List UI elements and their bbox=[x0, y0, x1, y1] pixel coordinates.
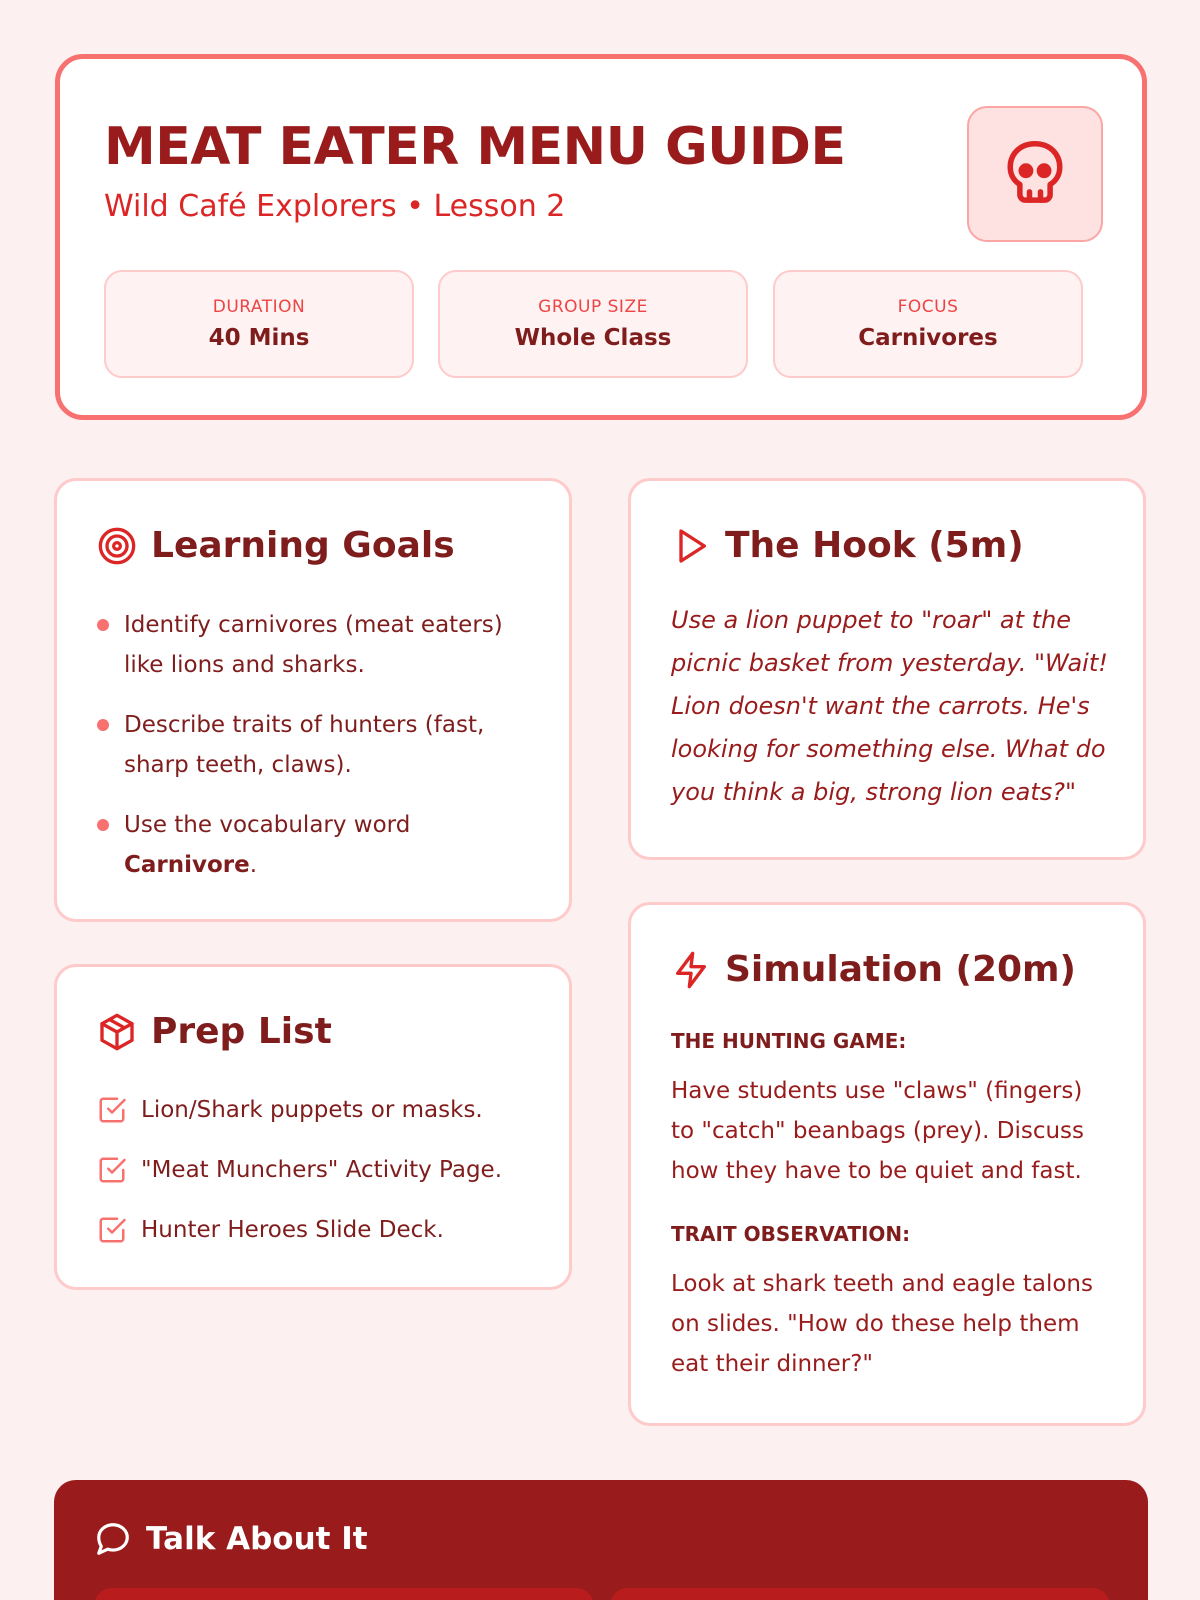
card-title: Simulation (20m) bbox=[725, 949, 1076, 990]
section-text: Look at shark teeth and eagle talons on slides. "How do these help them eat their dinner?" bbox=[671, 1271, 1093, 1377]
card-header bbox=[97, 525, 455, 566]
package-icon bbox=[97, 1012, 137, 1052]
stat-label: GROUP SIZE bbox=[538, 297, 648, 317]
checklist-item bbox=[97, 1215, 444, 1245]
stat-value: Whole Class bbox=[514, 325, 672, 351]
stat-label: DURATION bbox=[212, 297, 306, 317]
hook-card bbox=[628, 478, 1146, 860]
discussion-box bbox=[610, 1588, 1110, 1600]
checklist-text: "Meat Munchers" Activity Page. bbox=[141, 1157, 503, 1183]
goal-suffix: . bbox=[249, 852, 258, 878]
card-header bbox=[97, 1011, 332, 1052]
bullet-dot bbox=[97, 619, 109, 631]
checklist-item bbox=[97, 1155, 502, 1185]
goal-text-wrap bbox=[124, 805, 517, 885]
section-label: THE HUNTING GAME: bbox=[671, 1029, 907, 1053]
stat-group-size bbox=[438, 270, 748, 378]
stat-value: Carnivores bbox=[858, 325, 998, 351]
play-icon bbox=[671, 526, 711, 566]
card-header bbox=[94, 1520, 368, 1558]
discussion-box bbox=[94, 1588, 594, 1600]
list-item bbox=[97, 605, 517, 685]
talk-about-it-panel bbox=[54, 1480, 1148, 1600]
list-item bbox=[97, 705, 517, 785]
stat-label: FOCUS bbox=[897, 297, 959, 317]
checklist-text: Hunter Heroes Slide Deck. bbox=[141, 1217, 444, 1243]
lightning-icon bbox=[671, 950, 711, 990]
checklist-text: Lion/Shark puppets or masks. bbox=[141, 1097, 483, 1123]
card-title: Prep List bbox=[151, 1011, 332, 1052]
checklist-item bbox=[97, 1095, 483, 1125]
stat-value: 40 Mins bbox=[208, 325, 310, 351]
card-title: Learning Goals bbox=[151, 525, 455, 566]
skull-icon bbox=[1002, 138, 1068, 210]
goal-text: Identify carnivores (meat eaters) like lions and sharks. bbox=[124, 612, 503, 678]
hook-description: Use a lion puppet to "roar" at the picnic basket from yesterday. "Wait! Lion doesn't want the carrots. He's looking for something else. What do you think a big, strong lion eats?" bbox=[671, 606, 1108, 806]
checkbox-checked-icon bbox=[97, 1095, 127, 1125]
target-icon bbox=[97, 526, 137, 566]
chat-bubble-icon bbox=[94, 1520, 132, 1558]
learning-goals-card bbox=[54, 478, 572, 922]
header-icon-box bbox=[967, 106, 1103, 242]
page-subtitle: Wild Café Explorers • Lesson 2 bbox=[104, 189, 566, 224]
card-title: Talk About It bbox=[146, 1521, 368, 1557]
goal-text: Use the vocabulary word bbox=[124, 812, 411, 838]
section-label: TRAIT OBSERVATION: bbox=[671, 1222, 911, 1246]
bullet-dot bbox=[97, 819, 109, 831]
card-header bbox=[671, 525, 1024, 566]
lesson-header-card bbox=[55, 54, 1147, 420]
prep-list-card bbox=[54, 964, 572, 1290]
page-title: MEAT EATER MENU GUIDE bbox=[104, 117, 846, 177]
stat-focus bbox=[773, 270, 1083, 378]
bullet-dot bbox=[97, 719, 109, 731]
simulation-card bbox=[628, 902, 1146, 1426]
list-item bbox=[97, 805, 517, 885]
section-text: Have students use "claws" (fingers) to "catch" beanbags (prey). Discuss how they have to be quiet and fast. bbox=[671, 1078, 1085, 1184]
goal-text: Describe traits of hunters (fast, sharp teeth, claws). bbox=[124, 712, 485, 778]
checkbox-checked-icon bbox=[97, 1215, 127, 1245]
checkbox-checked-icon bbox=[97, 1155, 127, 1185]
stat-duration bbox=[104, 270, 414, 378]
card-title: The Hook (5m) bbox=[725, 525, 1024, 566]
card-header bbox=[671, 949, 1076, 990]
vocabulary-word: Carnivore bbox=[124, 852, 250, 878]
